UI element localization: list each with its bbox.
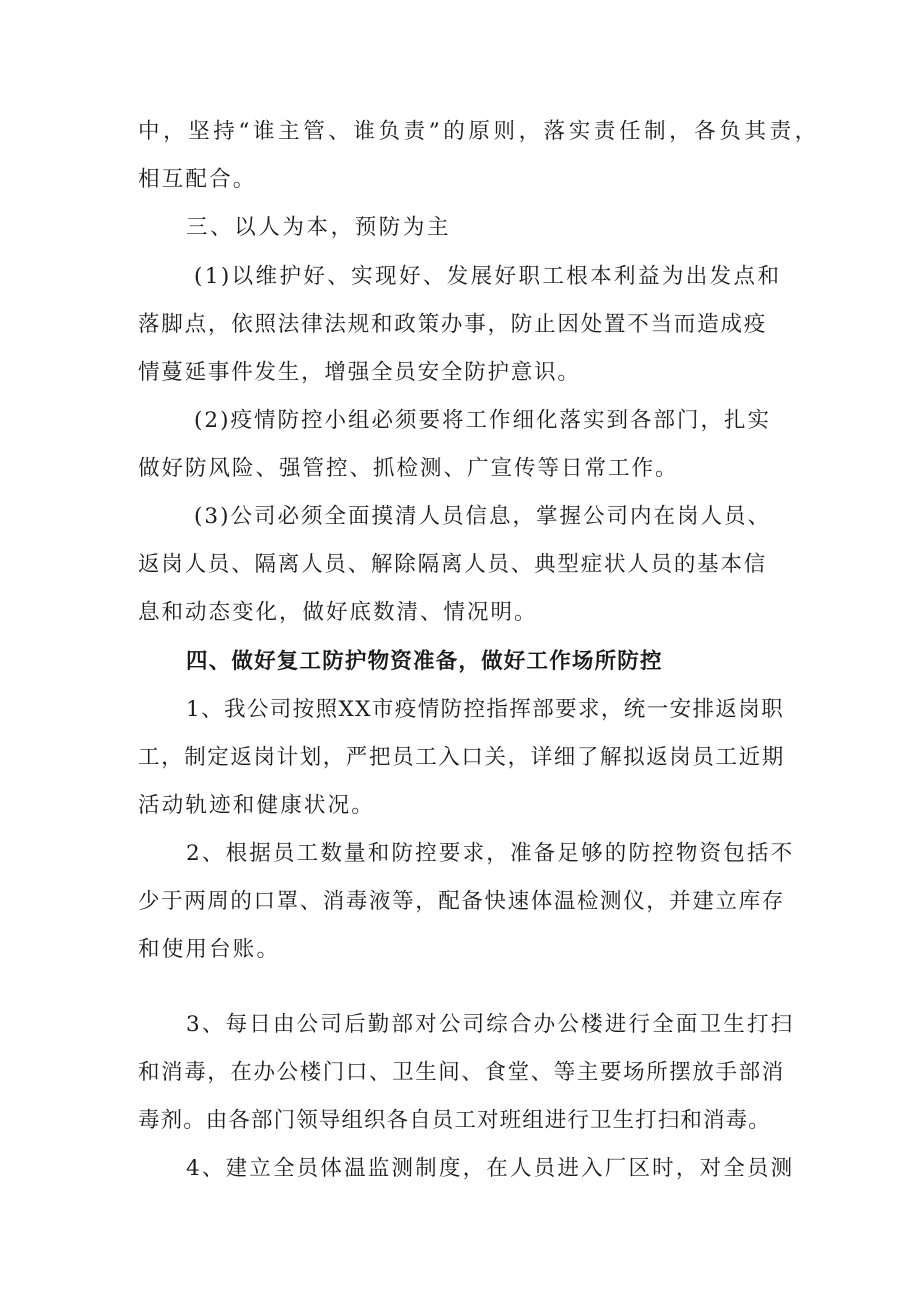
text-line: 和消毒，在办公楼门口、卫生间、食堂、等主要场所摆放手部消 <box>138 1060 785 1085</box>
section-heading-3: 三、以人为本，预防为主 <box>186 215 452 240</box>
text-line: 做好防风险、强管控、抓检测、广宣传等日常工作。 <box>138 456 679 481</box>
text-line: 1、我公司按照XX市疫情防控指挥部要求，统一安排返岗职 <box>186 697 785 722</box>
text-line: 落脚点，依照法律法规和政策办事，防止因处置不当而造成疫 <box>138 312 768 337</box>
text-line: 工，制定返岗计划，严把员工入口关，详细了解拟返岗员工近期 <box>138 745 785 770</box>
text-line: 2、根据员工数量和防控要求，准备足够的防控物资包括不 <box>186 841 795 866</box>
text-line: 3、每日由公司后勤部对公司综合办公楼进行全面卫生打扫 <box>186 1012 795 1037</box>
text-line: 情蔓延事件发生，增强全员安全防护意识。 <box>138 360 581 385</box>
text-line: 少于两周的口罩、消毒液等，配备快速体温检测仪，并建立库存 <box>138 889 785 914</box>
text-line: 活动轨迹和健康状况。 <box>138 793 376 818</box>
text-line: 相互配合。 <box>138 167 257 192</box>
text-line: 4、建立全员体温监测制度，在人员进入厂区时，对全员测 <box>186 1156 795 1181</box>
text-line: 中，坚持“谁主管、谁负责”的原则，落实责任制，各负其责， <box>138 119 820 144</box>
text-line: 返岗人员、隔离人员、解除隔离人员、典型症状人员的基本信 <box>138 552 768 577</box>
text-line: (3)公司必须全面摸清人员信息，掌握公司内在岗人员、 <box>194 504 771 529</box>
section-heading-4: 四、做好复工防护物资准备，做好工作场所防控 <box>186 649 663 674</box>
text-line: (1)以维护好、实现好、发展好职工根本利益为出发点和 <box>194 264 782 289</box>
text-line: 息和动态变化，做好底数清、情况明。 <box>138 600 538 625</box>
text-line: 和使用台账。 <box>138 937 281 962</box>
text-line: 毒剂。由各部门领导组织各自员工对班组进行卫生打扫和消毒。 <box>138 1108 771 1133</box>
text-line: (2)疫情防控小组必须要将工作细化落实到各部门，扎实 <box>194 408 771 433</box>
